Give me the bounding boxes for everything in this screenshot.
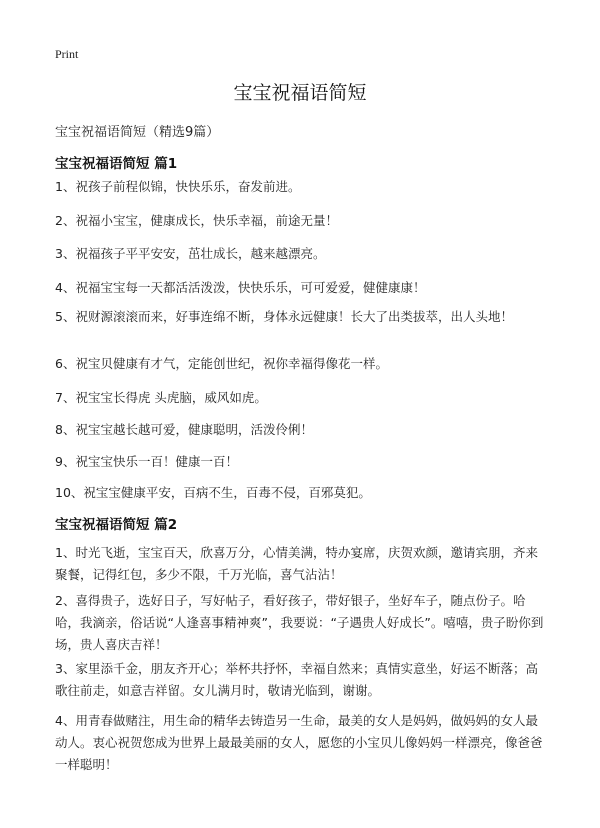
document-subtitle: 宝宝祝福语简短（精选9篇） [55, 125, 220, 140]
document-title: 宝宝祝福语简短 [233, 82, 367, 104]
section-heading-1: 宝宝祝福语简短 篇1 [55, 156, 178, 172]
list-item: 2、祝福小宝宝，健康成长，快乐幸福，前途无量！ [55, 213, 338, 228]
section-heading-2: 宝宝祝福语简短 篇2 [55, 517, 178, 533]
list-item: 1、祝孩子前程似锦，快快乐乐，奋发前进。 [55, 179, 301, 194]
list-item: 10、祝宝宝健康平安，百病不生，百毒不侵，百邪莫犯。 [55, 485, 371, 500]
list-item: 6、祝宝贝健康有才气，定能创世纪，祝你幸福得像花一样。 [55, 356, 388, 371]
list-item: 7、祝宝宝长得虎 头虎脑，威风如虎。 [55, 390, 267, 405]
list-item: 1、时光飞逝，宝宝百天，欣喜万分，心情美满，特办宴席，庆贺欢颜，邀请宾朋，齐来聚餐，记得红包，多少不限，千万光临，喜气沾沾！ [55, 545, 538, 582]
list-item: 8、祝宝宝越长越可爱，健康聪明，活泼伶俐！ [55, 422, 313, 437]
list-item: 4、祝福宝宝每一天都活活泼泼，快快乐乐，可可爱爱，健健康康！ [55, 280, 426, 295]
list-item: 9、祝宝宝快乐一百！健康一百！ [55, 454, 238, 469]
list-item: 3、祝福孩子平平安安，茁壮成长，越来越漂亮。 [55, 246, 326, 261]
print-link[interactable]: Print [55, 47, 79, 61]
list-item: 2、喜得贵子，选好日子，写好帖子，看好孩子，带好银子，坐好车子，随点份子。哈哈，我滴亲，俗话说“人逢喜事精神爽”，我要说：“子遇贵人好成长”。嘻嘻，贵子盼你到场，贵人喜庆吉祥！ [55, 593, 544, 652]
list-item: 4、用青春做赌注，用生命的精华去铸造另一生命，最美的女人是妈妈，做妈妈的女人最动人。衷心祝贺您成为世界上最最美丽的女人，愿您的小宝贝儿像妈妈一样漂亮，像爸爸一样聪明！ [55, 713, 543, 772]
list-item: 5、祝财源滚滚而来，好事连绵不断，身体永远健康！长大了出类拔萃，出人头地！ [55, 309, 513, 324]
list-item: 3、家里添千金，朋友齐开心；举杯共抒怀，幸福自然来；真情实意坐，好运不断落；高歌往前走，如意吉祥留。女儿满月时，敬请光临到，谢谢。 [55, 661, 538, 698]
